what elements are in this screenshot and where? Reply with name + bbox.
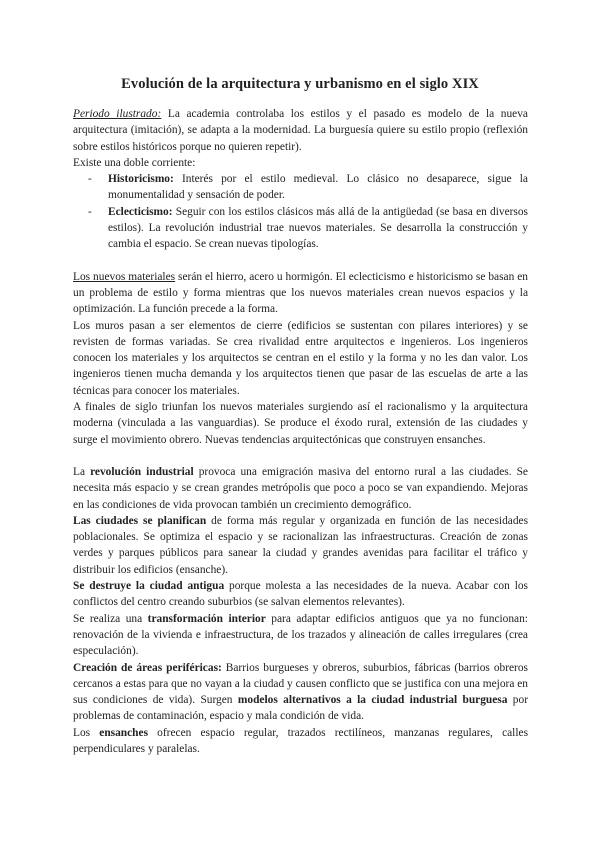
urban-paragraph-5 bbox=[73, 660, 528, 725]
document-body bbox=[73, 106, 528, 757]
term-eclecticismo: Eclecticismo: bbox=[108, 205, 173, 218]
materials-text-1: serán el hierro, acero u hormigón. El eclecticismo e historicismo se basan en un problema de estilo y forma mientras que los nuevos materiales crean nuevos espacios y la optimización. La función precede a la forma. bbox=[73, 270, 528, 316]
urban-paragraph-1 bbox=[73, 464, 528, 513]
urban-p5-bold: Creación de áreas periféricas: bbox=[73, 661, 222, 674]
urban-paragraph-3 bbox=[73, 578, 528, 611]
urban-p2-bold: Las ciudades se planifican bbox=[73, 514, 207, 527]
urban-p6-post: ofrecen espacio regular, trazados rectilíneos, manzanas regulares, calles perpendiculares y paralelas. bbox=[73, 726, 528, 755]
spacer bbox=[73, 253, 528, 269]
urban-p6-pre: Los bbox=[73, 726, 100, 739]
intro-text: La academia controlaba los estilos y el pasado es modelo de la nueva arquitectura (imitación), se adapta a la modernidad. La burguesía quiere su estilo propio (reflexión sobre estilos históricos porque no quieren repetir). bbox=[73, 108, 528, 153]
currents-list bbox=[73, 171, 528, 252]
urban-paragraph-2 bbox=[73, 513, 528, 578]
urban-p4-bold: transformación interior bbox=[147, 612, 266, 625]
urban-p5-post: por problemas de contaminación, espacio y mala condición de vida. bbox=[73, 694, 528, 723]
urban-p4-pre: Se realiza una bbox=[73, 612, 148, 625]
list-item-historicismo bbox=[108, 171, 528, 204]
materials-paragraph-3: A finales de siglo triunfan los nuevos materiales surgiendo así el racionalismo y la arquitectura moderna (vinculada a las vanguardias). Se produce el éxodo rural, extensión de las ciudades y surge el movimiento obrero. Nuevas tendencias arquitectónicas que construyen ensanches. bbox=[73, 401, 528, 446]
urban-paragraph-6 bbox=[73, 725, 528, 758]
urban-paragraph-4 bbox=[73, 611, 528, 660]
list-item-eclecticismo bbox=[108, 204, 528, 253]
spacer bbox=[73, 448, 528, 464]
page-title: Evolución de la arquitectura y urbanismo en el siglo XIX bbox=[121, 76, 479, 92]
text-eclecticismo: Seguir con los estilos clásicos más allá de la antigüedad (se basa en diversos estilos). La revolución industrial trae nuevos materiales. Se desarrolla la construcción y cambia el espacio. Se crean nuevas tipologías. bbox=[108, 205, 528, 251]
term-historicismo: Historicismo: bbox=[108, 173, 174, 186]
intro-label: Periodo ilustrado: bbox=[73, 108, 162, 120]
urban-p1-post: provoca una emigración masiva del entorno rural a las ciudades. Se necesita más espacio y se crean grandes metrópolis que poco a poco se van expandiendo. Mejoras en las condiciones de vida provocan también un crecimiento demográfico. bbox=[73, 465, 528, 511]
urban-p3-post: porque molesta a las necesidades de la nueva. Acabar con los conflictos del centro creando suburbios (se salvan elementos relevantes). bbox=[73, 580, 528, 609]
urban-p1-bold: revolución industrial bbox=[90, 465, 194, 478]
materials-paragraph-1 bbox=[73, 269, 528, 318]
urban-p4-post: para adaptar edificios antiguos que ya no funcionan: renovación de la vivienda e infraestructura, de los trazados y alineación de calles irregulares (crea especulación). bbox=[73, 612, 528, 658]
urban-p5-mid: Barrios burgueses y obreros, suburbios, fábricas (barrios obreros cercanos a estas para que no vayan a la ciudad y causen conflicto que se justifica con una mejora en sus condiciones de vida). Surgen bbox=[73, 661, 528, 707]
urban-p3-bold: Se destruye la ciudad antigua bbox=[73, 580, 225, 593]
text-historicismo: Interés por el estilo medieval. Lo clásico no desaparece, sigue la monumentalidad y sensación de poder. bbox=[108, 173, 528, 202]
materials-label: Los nuevos materiales bbox=[73, 270, 176, 283]
urban-p6-bold: ensanches bbox=[99, 726, 148, 739]
materials-paragraph-2: Los muros pasan a ser elementos de cierre (edificios se sustentan con pilares interiores) y se revisten de formas variadas. Se crea rivalidad entre arquitectos e ingenieros. Los ingenieros conocen los materiales y los arquitectos se centran en el estilo y la forma y no les dan valor. Los ingenieros tienen mucha demanda y los arquitectos tienen que pasar de las escuelas de arte a las técnicas para conocer los materiales. bbox=[73, 319, 528, 397]
intro-line2: Existe una doble corriente: bbox=[73, 156, 196, 169]
intro-paragraph bbox=[73, 106, 528, 155]
urban-p2-post: de forma más regular y organizada en función de las necesidades poblacionales. Se optimiza el espacio y se racionalizan las infraestructuras. Creación de zonas verdes y parques públicos para sanear la ciudad y grandes avenidas para facilitar el tráfico y distribuir los edificios (ensanche). bbox=[73, 514, 529, 576]
urban-p1-pre: La bbox=[73, 465, 91, 478]
urban-p5-bold2: modelos alternativos a la ciudad industrial burguesa bbox=[237, 694, 508, 707]
